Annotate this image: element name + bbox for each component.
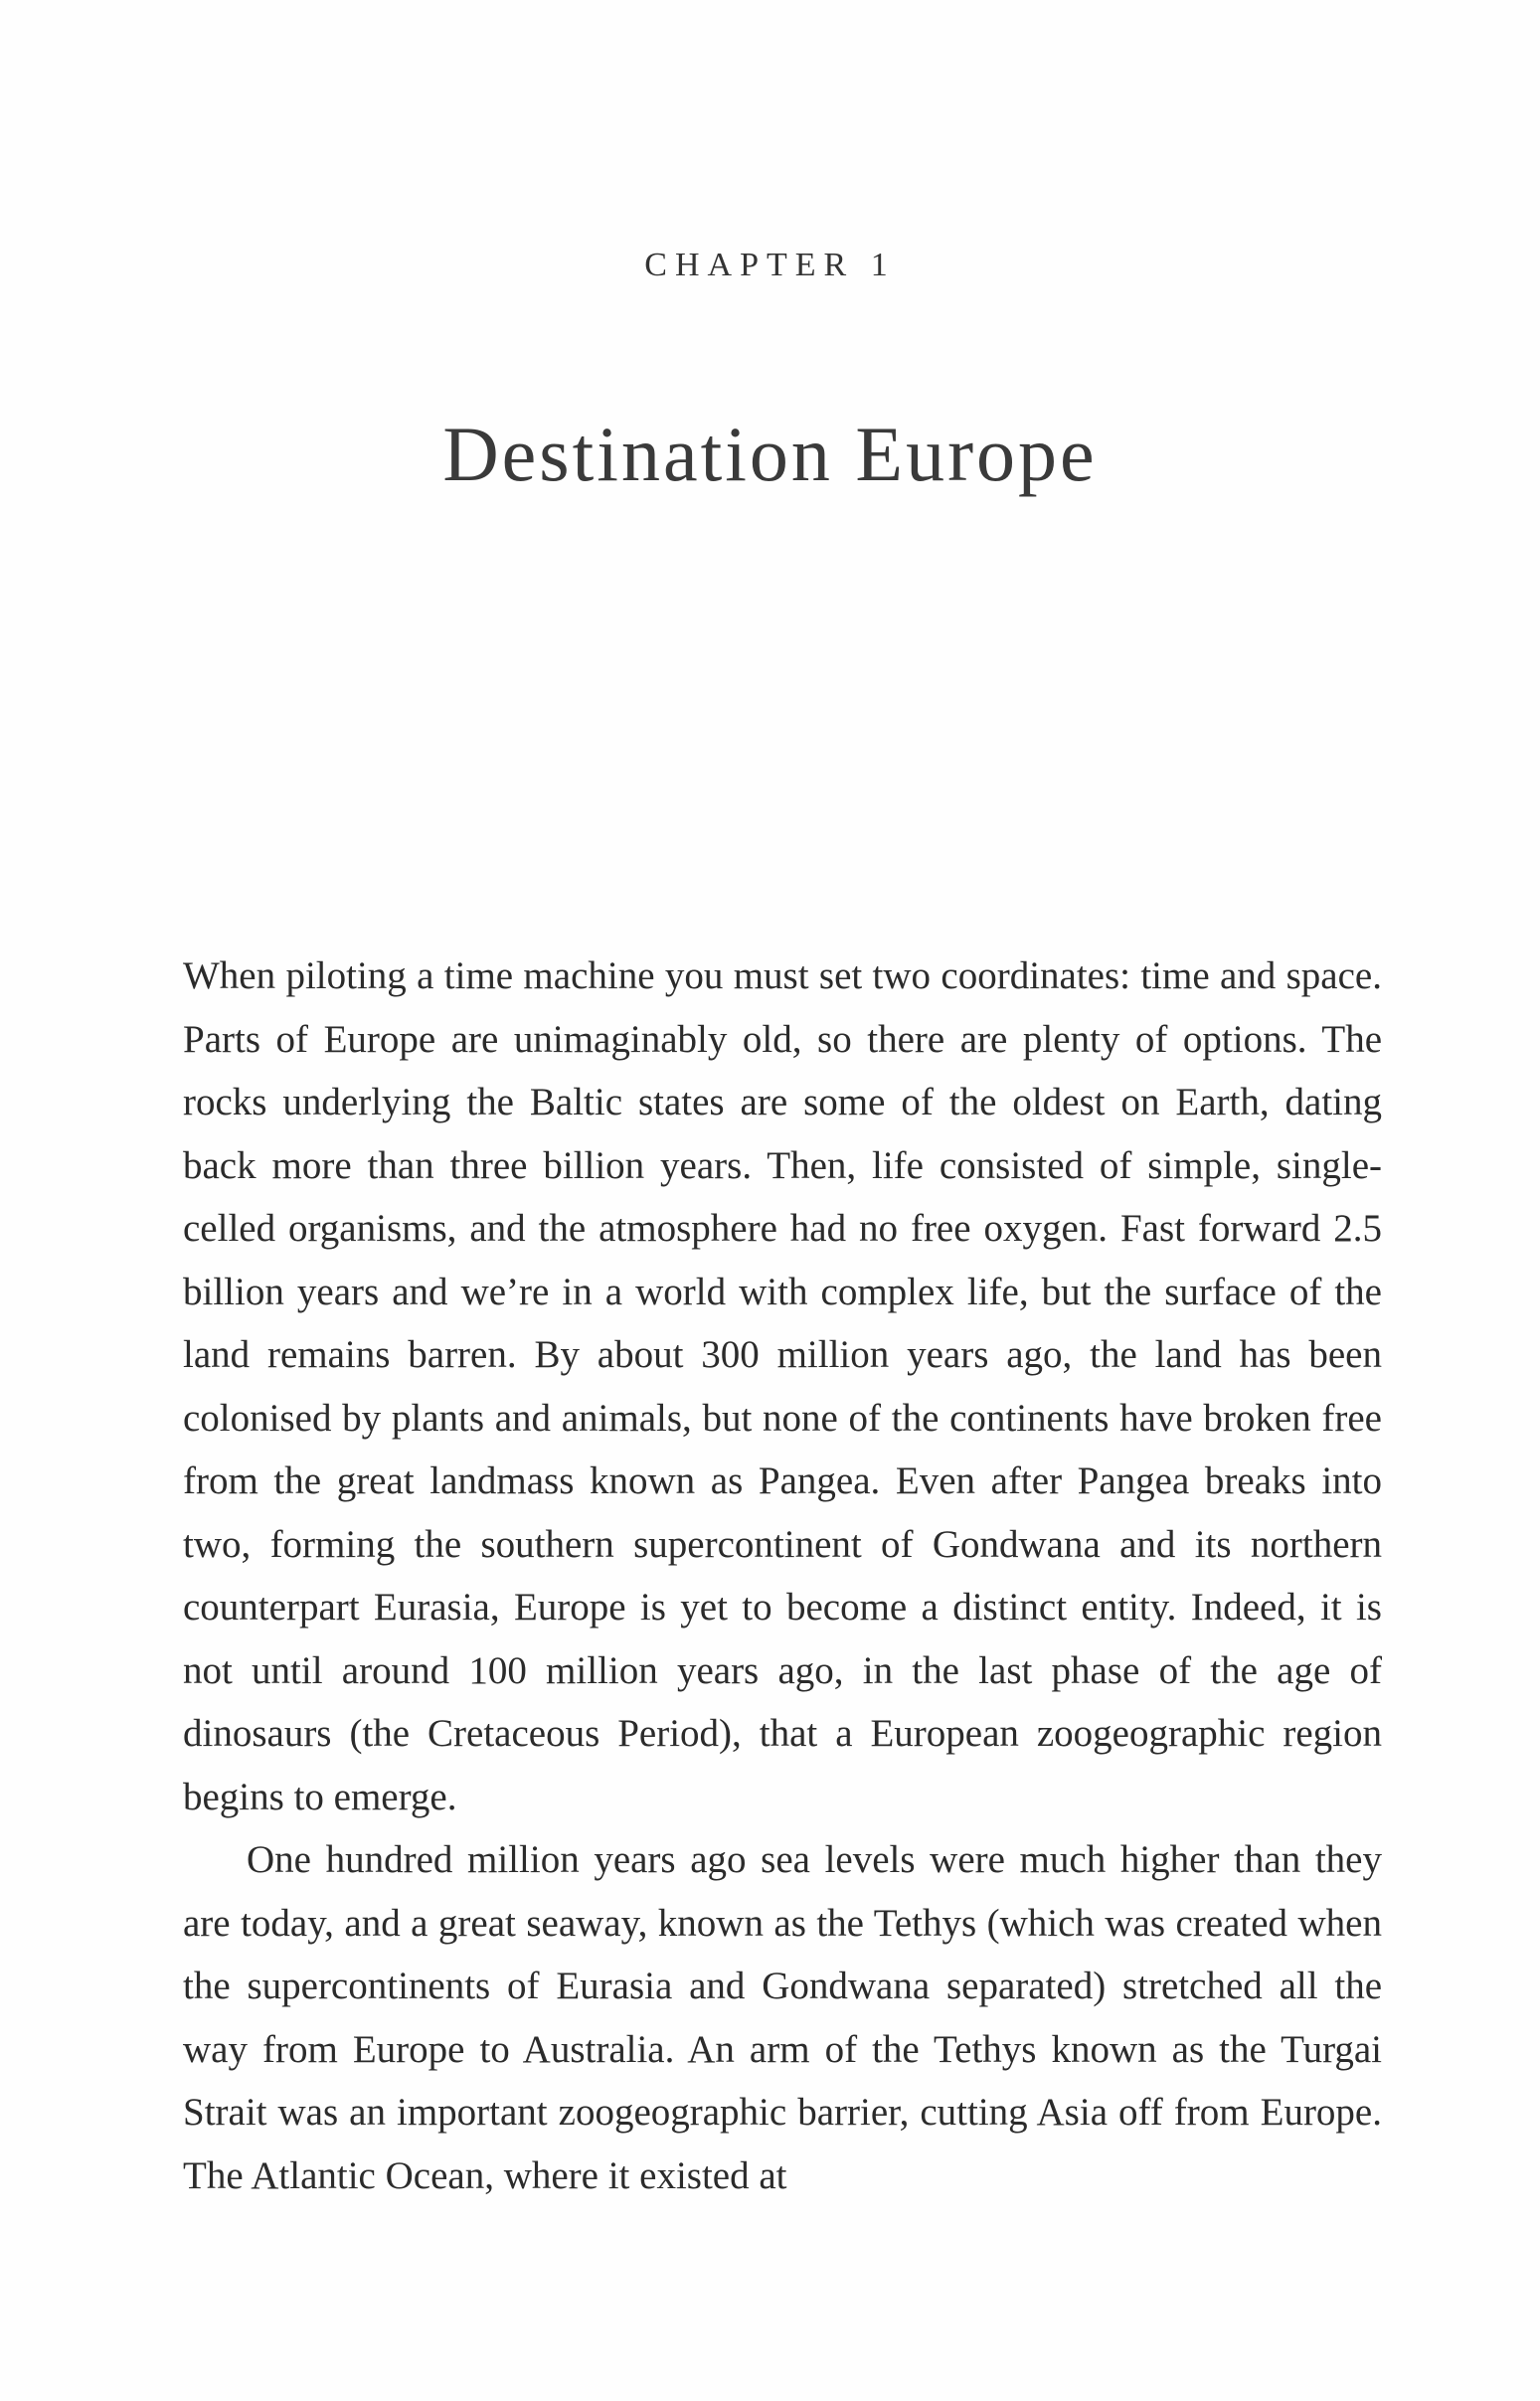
paragraph: One hundred million years ago sea levels were much higher than they are today, and a great seaway, known as the Tethys (which was created when the supercontinents of Eurasia and Gondwana separated) stretched all the way from Europe to Australia. An arm of the Tethys known as the Turgai Strait was an important zoogeographic barrier, cutting Asia off from Europe. The Atlantic Ocean, where it existed at <box>183 1838 1382 2197</box>
chapter-title: Destination Europe <box>442 411 1098 497</box>
body-text <box>183 944 1382 2207</box>
paragraph: When piloting a time machine you must set two coordinates: time and space. Parts of Europe are unimaginably old, so there are plenty of options. The rocks underlying the Baltic states are some of the oldest on Earth, dating back more than three billion years. Then, life consisted of simple, single-celled organisms, and the atmosphere had no free oxygen. Fast forward 2.5 billion years and we’re in a world with complex life, but the surface of the land remains barren. By about 300 million years ago, the land has been colonised by plants and animals, but none of the continents have broken free from the great landmass known as Pangea. Even after Pangea breaks into two, forming the southern supercontinent of Gondwana and its northern counterpart Eurasia, Europe is yet to become a distinct entity. Indeed, it is not until around 100 million years ago, in the last phase of the age of dinosaurs (the Cretaceous Period), that a European zoogeographic region begins to emerge. <box>183 954 1382 1818</box>
chapter-number: CHAPTER 1 <box>644 247 896 283</box>
